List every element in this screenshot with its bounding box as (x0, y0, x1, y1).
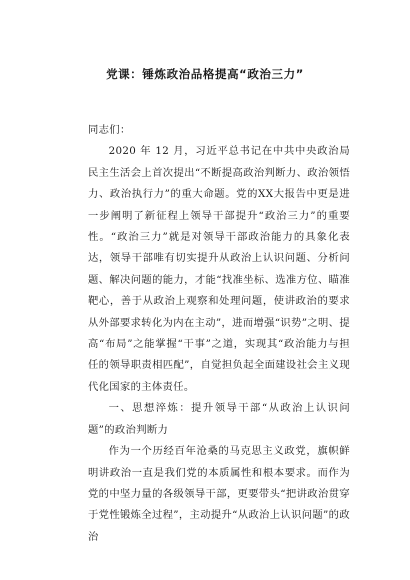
salutation: 同志们： (88, 124, 131, 136)
section-heading: 一、思想淬炼：提升领导干部“从政治上认识问题”的政治判断力 (88, 402, 350, 436)
document-body (88, 120, 350, 548)
document-title: 党课：锤炼政治品格提高“政治三力” (106, 67, 304, 81)
body-paragraph: 作为一个历经百年沧桑的马克思主义政党，旗帜鲜明讲政治一直是我们党的本质属性和根本要求。而作为党的中坚力量的各级领导干部，更要带头“把讲政治贯穿于党性锻炼全过程”，主动提升“从政治上认识问题”的政治 (88, 445, 350, 543)
body-paragraph: 2020 年 12 月，习近平总书记在中共中央政治局民主生活会上首次提出“不断提高政治判断力、政治领悟力、政治执行力”的重大命题。党的XX大报告中更是进一步阐明了新征程上领导干部提升“政治三力”的重要性。“政治三力”就是对领导干部政治能力的具象化表达，领导干部唯有切实提升从政治上认识问题、分析问题、解决问题的能力，才能“找准坐标、选准方位、瞄准靶心，善于从政治上观察和处理问题，使讲政治的要求从外部要求转化为内在主动”，进而增强“识势”之明、提高“布局”之能掌握“干事”之道，实现其“政治能力与担任的领导职责相匹配”，自觉担负起全面建设社会主义现代化国家的主体责任。 (88, 145, 350, 393)
